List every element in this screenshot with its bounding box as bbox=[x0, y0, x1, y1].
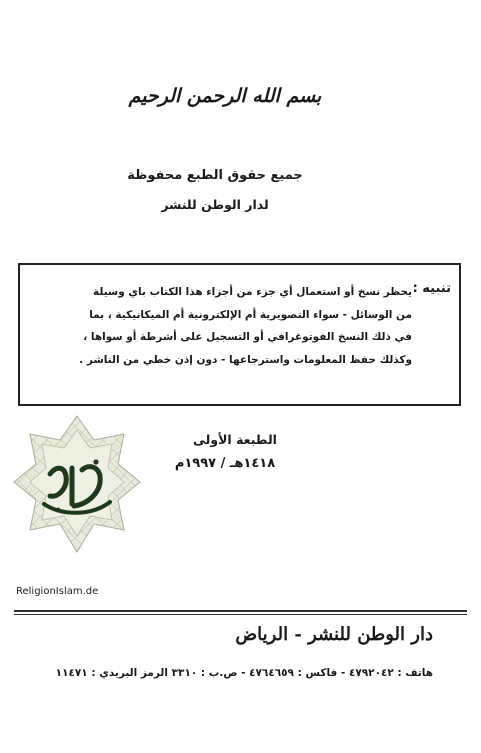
notice-line: من الوسائل - سواء التصويرية أم الإلكترونية أم الميكانيكية ، بما bbox=[89, 308, 412, 321]
notice-line: في ذلك النسخ الفوتوغرافي أو التسجيل على أشرطة أو سواها ، bbox=[83, 331, 412, 343]
notice-label: تنبيه : bbox=[412, 281, 451, 296]
basmala: بسم الله الرحمن الرحيم bbox=[128, 85, 322, 107]
notice-line: وكذلك حفظ المعلومات واسترجاعها - دون إذن خطي من الناشر . bbox=[79, 353, 412, 366]
religion-islam-logo bbox=[12, 412, 142, 560]
logo-url: ReligionIslam.de bbox=[16, 586, 99, 597]
footer-divider bbox=[14, 610, 467, 612]
notice-box bbox=[18, 263, 461, 406]
notice-text bbox=[22, 281, 412, 371]
edition-date: ١٤١٨هـ / ١٩٩٧م bbox=[174, 456, 276, 471]
notice-line: يحظر نسخ أو استعمال أي جزء من أجزاء هذا الكتاب باي وسيلة bbox=[92, 286, 412, 298]
publisher-contact: هاتف : ٤٧٩٢٠٤٢ - فاكس : ٤٧٦٤٦٥٩ - ص.ب : ٣٣١٠ الرمز البريدي : ١١٤٧١ bbox=[55, 667, 433, 679]
footer-divider-thin bbox=[14, 614, 467, 615]
edition-label: الطبعة الأولى bbox=[193, 432, 277, 447]
publisher-name: دار الوطن للنشر - الرياض bbox=[235, 624, 433, 645]
publisher-line: لدار الوطن للنشر bbox=[161, 197, 269, 212]
rights-notice: جميع حقوق الطبع محفوظة bbox=[127, 168, 303, 183]
